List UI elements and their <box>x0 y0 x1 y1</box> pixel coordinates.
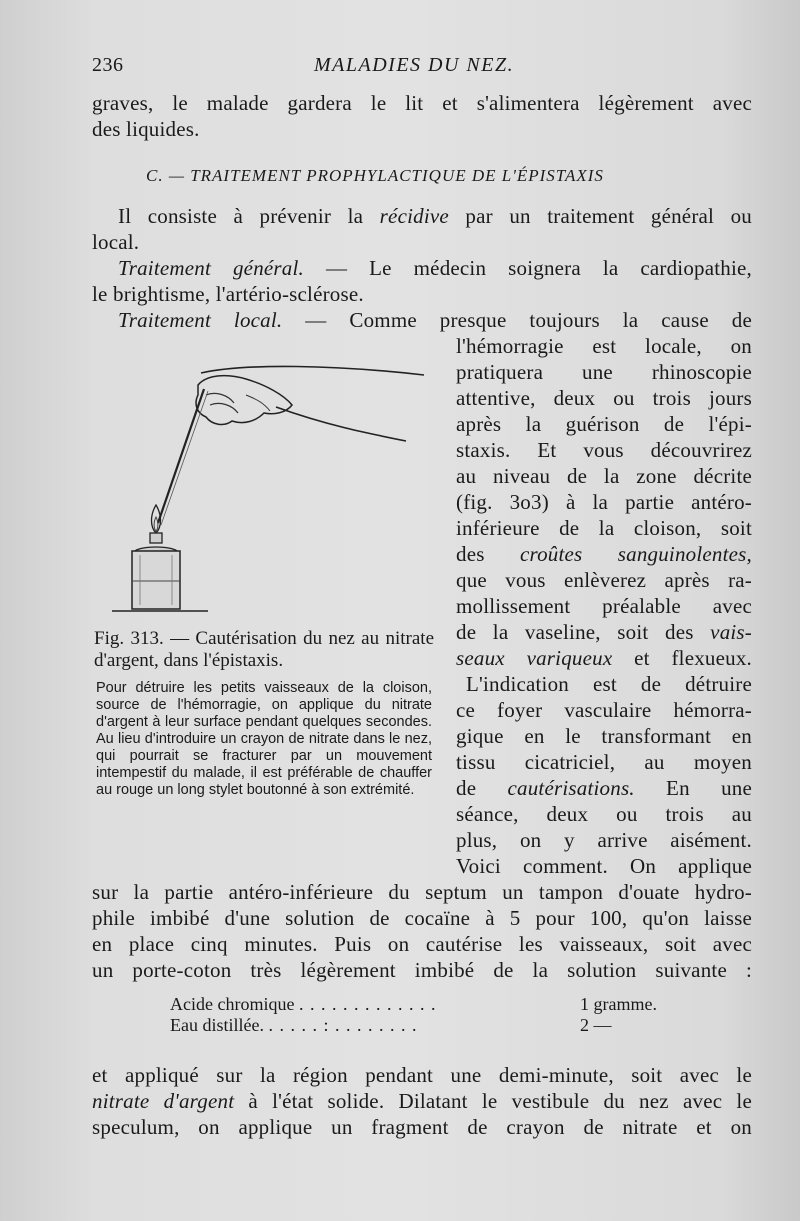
text-line: Traitement local. — Comme presque toujours la cause de <box>118 308 752 332</box>
text-line: tissu cicatriciel, au moyen <box>456 750 752 774</box>
text-line: et appliqué sur la région pendant une demi-minute, soit avec le <box>92 1063 752 1087</box>
text-line: ce foyer vasculaire hémorra- <box>456 698 752 722</box>
page-number: 236 <box>92 54 124 76</box>
recipe-ingredient: Eau distillée. <box>170 1015 264 1035</box>
text-line: séance, deux ou trois au <box>456 802 752 826</box>
arm-outline-upper <box>201 366 424 375</box>
text-line: nitrate d'argent à l'état solide. Dilatant le vestibule du nez avec le <box>92 1089 752 1113</box>
text-line: attentive, deux ou trois jours <box>456 386 752 410</box>
recipe-row <box>170 1014 418 1036</box>
text-line: speculum, on applique un fragment de crayon de nitrate et on <box>92 1115 752 1139</box>
text-line: inférieure de la cloison, soit <box>456 516 752 540</box>
recipe-row <box>170 993 436 1015</box>
text-line: un porte-coton très légèrement imbibé de la solution suivante : <box>92 958 752 982</box>
text-line: seaux variqueux et flexueux. <box>456 646 752 670</box>
recipe-quantity: 2 — <box>580 1015 612 1035</box>
lamp-wick-holder <box>150 533 162 543</box>
text-line: Il consiste à prévenir la récidive par un traitement général ou <box>118 204 752 228</box>
text-line: pratiquera une rhinoscopie <box>456 360 752 384</box>
stylet <box>158 389 204 523</box>
running-title: MALADIES DU NEZ. <box>314 54 515 76</box>
arm-outline-lower <box>276 407 406 441</box>
running-header <box>92 54 752 82</box>
text-line: au niveau de la zone décrite <box>456 464 752 488</box>
recipe-leader: . . . . . . . . . . . . . <box>298 994 437 1014</box>
text-line: sur la partie antéro-inférieure du septum un tampon d'ouate hydro- <box>92 880 752 904</box>
text-line: (fig. 3o3) à la partie antéro- <box>456 490 752 514</box>
text-line: plus, on y arrive aisément. <box>456 828 752 852</box>
figure-caption: Fig. 313. — Cautérisation du nez au nitrate d'argent, dans l'épistaxis. <box>94 628 434 671</box>
text-line: des croûtes sanguinolentes, <box>456 542 752 566</box>
text-line: en place cinq minutes. Puis on cautérise les vaisseaux, soit avec <box>92 932 752 956</box>
text-line: Voici comment. On applique <box>456 854 752 878</box>
text-line: gique en le transformant en <box>456 724 752 748</box>
text-line: de la vaseline, soit des vais- <box>456 620 752 644</box>
text-line: des liquides. <box>92 117 200 141</box>
section-heading: C. — TRAITEMENT PROPHYLACTIQUE DE L'ÉPISTAXIS <box>146 166 604 185</box>
text-line: le brightisme, l'artério-sclérose. <box>92 282 364 306</box>
figure-caption-body: Pour détruire les petits vaisseaux de la cloison, source de l'hémorragie, on applique du nitrate d'argent à leur surface pendant quelques secondes. Au lieu d'introduire un crayon de nitrate dans le nez, qui pourrait se fracturer par un mouvement intempestif du malade, il est préférable de chauffer au rouge un long stylet boutonné à son extrémité. <box>96 680 432 798</box>
text-line: staxis. Et vous découvrirez <box>456 438 752 462</box>
spirit-lamp <box>132 551 180 609</box>
text-line: local. <box>92 230 140 254</box>
recipe-quantity: 1 gramme. <box>580 994 657 1014</box>
text-line: Traitement général. — Le médecin soignera la cardiopathie, <box>118 256 752 280</box>
hand-outline <box>196 376 292 425</box>
text-line: l'hémorragie est locale, on <box>456 334 752 358</box>
text-line: L'indication est de détruire <box>466 672 752 696</box>
text-line: graves, le malade gardera le lit et s'alimentera légèrement avec <box>92 91 752 115</box>
recipe-ingredient: Acide chromique <box>170 994 295 1014</box>
text-line: phile imbibé d'une solution de cocaïne à 5 pour 100, qu'on laisse <box>92 906 752 930</box>
figure-illustration <box>106 355 436 615</box>
text-line: que vous enlèverez après ra- <box>456 568 752 592</box>
recipe-leader: . . . . . : . . . . . . . . <box>268 1015 418 1035</box>
text-line: mollissement préalable avec <box>456 594 752 618</box>
text-line: après la guérison de l'épi- <box>456 412 752 436</box>
text-line: de cautérisations. En une <box>456 776 752 800</box>
